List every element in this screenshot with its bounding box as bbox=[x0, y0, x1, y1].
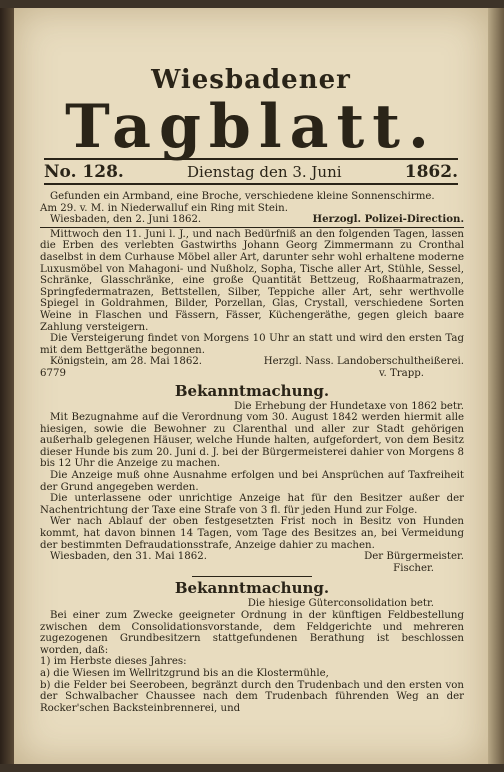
notice2-authority: Herzgl. Nass. Landoberschultheißerei. bbox=[263, 356, 464, 368]
notice3-heading: Bekanntmachung. bbox=[174, 381, 330, 400]
notice2-place-date: Königstein, am 28. Mai 1862. bbox=[50, 356, 203, 368]
notice1-footer bbox=[40, 214, 464, 226]
masthead bbox=[14, 65, 488, 162]
notice2-signature: v. Trapp. bbox=[378, 367, 424, 379]
notice4-item-a: a) die Wiesen im Wellritzgrund bis an die Klostermühle, bbox=[40, 667, 329, 679]
rule-bottom bbox=[44, 183, 458, 185]
notice2-text: Mittwoch den 11. Juni l. J., und nach Bedürfniß an den folgenden Tagen, lassen die Erben des verlebten Gastwirths Johann Georg Zimmermann zu Cronthal daselbst in dem Curhause Möbel aller Art, darunter sehr wohl erhaltene moderne Luxusmöbel von Mahagoni- und Nußholz, Sopha, Tische aller Art, Stühle, Sessel, Schränke, Glasschränke, eine große Quantität Bettzeug, Roßhaarmatrazen, Springfedermatrazen, Bettstellen, Silber, Teppiche aller Art, sehr werthvolle Spiegel in Goldrahmen, Bilder, Porzellan, Glas, Crystall, verschiedene Sorten Weine in Flaschen und Fässern, Fässer, Küchengeräthe, gegen gleich baare Zahlung versteigern. bbox=[40, 228, 464, 333]
masthead-title-small: Wiesbadener bbox=[151, 65, 351, 95]
notice4-subject: Die hiesige Güterconsolidation betr. bbox=[247, 598, 434, 610]
notice1-signature: Herzogl. Polizei-Direction. bbox=[312, 213, 464, 226]
notice3-text: Mit Bezugnahme auf die Verordnung vom 30. August 1842 werden hiermit alle hiesigen, sowie die Bewohner zu Clarenthal und aller zur Stadt gehörigen außerhalb gelegenen Häuser, welche Hunde halten, aufgefordert, von dem Besitz dieser Hunde bis zum 20. Juni d. J. bei der Bürgermeisterei dahier von Morgens 8 bis 12 Uhr die Anzeige zu machen. bbox=[40, 412, 464, 470]
issue-number: No. 128. bbox=[44, 162, 124, 182]
notice3-text2: Die Anzeige muß ohne Ausnahme erfolgen und bei Ansprüchen auf Taxfreiheit der Grund angegeben werden. bbox=[40, 470, 464, 493]
book-spine bbox=[0, 8, 14, 764]
masthead-title-big: Tagblatt. bbox=[65, 92, 437, 162]
notice1-line2: Am 29. v. M. in Niederwalluf ein Ring mit Stein. bbox=[40, 202, 288, 214]
notice-dog-tax bbox=[40, 382, 464, 575]
notice3-footer bbox=[40, 551, 464, 563]
notice3-text4: Wer nach Ablauf der oben festgesetzten Frist noch in Besitz von Hunden kommt, hat davon binnen 14 Tagen, vom Tage des Besitzes an, bei Vermeidung der bestimmten Defraudationsstrafe, Anzeige dahier zu machen. bbox=[40, 516, 464, 551]
dateline bbox=[44, 162, 458, 182]
notice2-footer bbox=[40, 356, 464, 368]
divider-2 bbox=[192, 576, 312, 577]
issue-date: Dienstag den 3. Juni bbox=[187, 163, 342, 181]
notice2-text2: Die Versteigerung findet von Morgens 10 Uhr an statt und wird den ersten Tag mit dem Bettgeräthe begonnen. bbox=[40, 333, 464, 356]
article-body bbox=[40, 191, 464, 714]
notice4-text: Bei einer zum Zwecke geeigneter Ordnung in der künftigen Feldbestellung zwischen dem Consolidationsvorstande, dem Feldgerichte und mehreren zugezogenen Grundbesitzern stattgefundenen Berathung ist beschlossen worden, daß: bbox=[40, 610, 464, 656]
notice4-item-b: b) die Felder bei Seerobeen, begränzt durch den Trudenbach und den ersten von der Schwalbacher Chaussee nach dem Trudenbach führenden Weg an der Rocker'schen Backsteinbrennerei, und bbox=[40, 679, 464, 714]
notice3-place-date: Wiesbaden, den 31. Mai 1862. bbox=[50, 551, 207, 563]
notice2-number: 6779 bbox=[40, 367, 66, 379]
notice-lost-found bbox=[40, 191, 464, 226]
notice3-signature: Fischer. bbox=[393, 562, 434, 574]
notice1-line1: Gefunden ein Armband, eine Broche, verschiedene kleine Sonnenschirme. bbox=[50, 191, 435, 202]
notice3-text3: Die unterlassene oder unrichtige Anzeige hat für den Besitzer außer der Nachentrichtung der Taxe eine Strafe von 3 fl. für jeden Hund zur Folge. bbox=[40, 493, 464, 516]
newspaper-page bbox=[14, 8, 488, 764]
notice3-authority: Der Bürgermeister. bbox=[364, 551, 464, 563]
notice4-item1: 1) im Herbste dieses Jahres: bbox=[40, 656, 187, 668]
notice3-subject: Die Erhebung der Hundetaxe von 1862 betr. bbox=[234, 400, 464, 412]
notice2-footer2 bbox=[40, 368, 464, 380]
divider-1 bbox=[40, 227, 464, 228]
notice-consolidation bbox=[40, 579, 464, 714]
page-edge bbox=[488, 8, 504, 764]
notice-auction bbox=[40, 229, 464, 380]
notice4-heading: Bekanntmachung. bbox=[174, 579, 330, 598]
notice1-place-date: Wiesbaden, den 2. Juni 1862. bbox=[50, 214, 202, 226]
issue-year: 1862. bbox=[404, 162, 458, 182]
